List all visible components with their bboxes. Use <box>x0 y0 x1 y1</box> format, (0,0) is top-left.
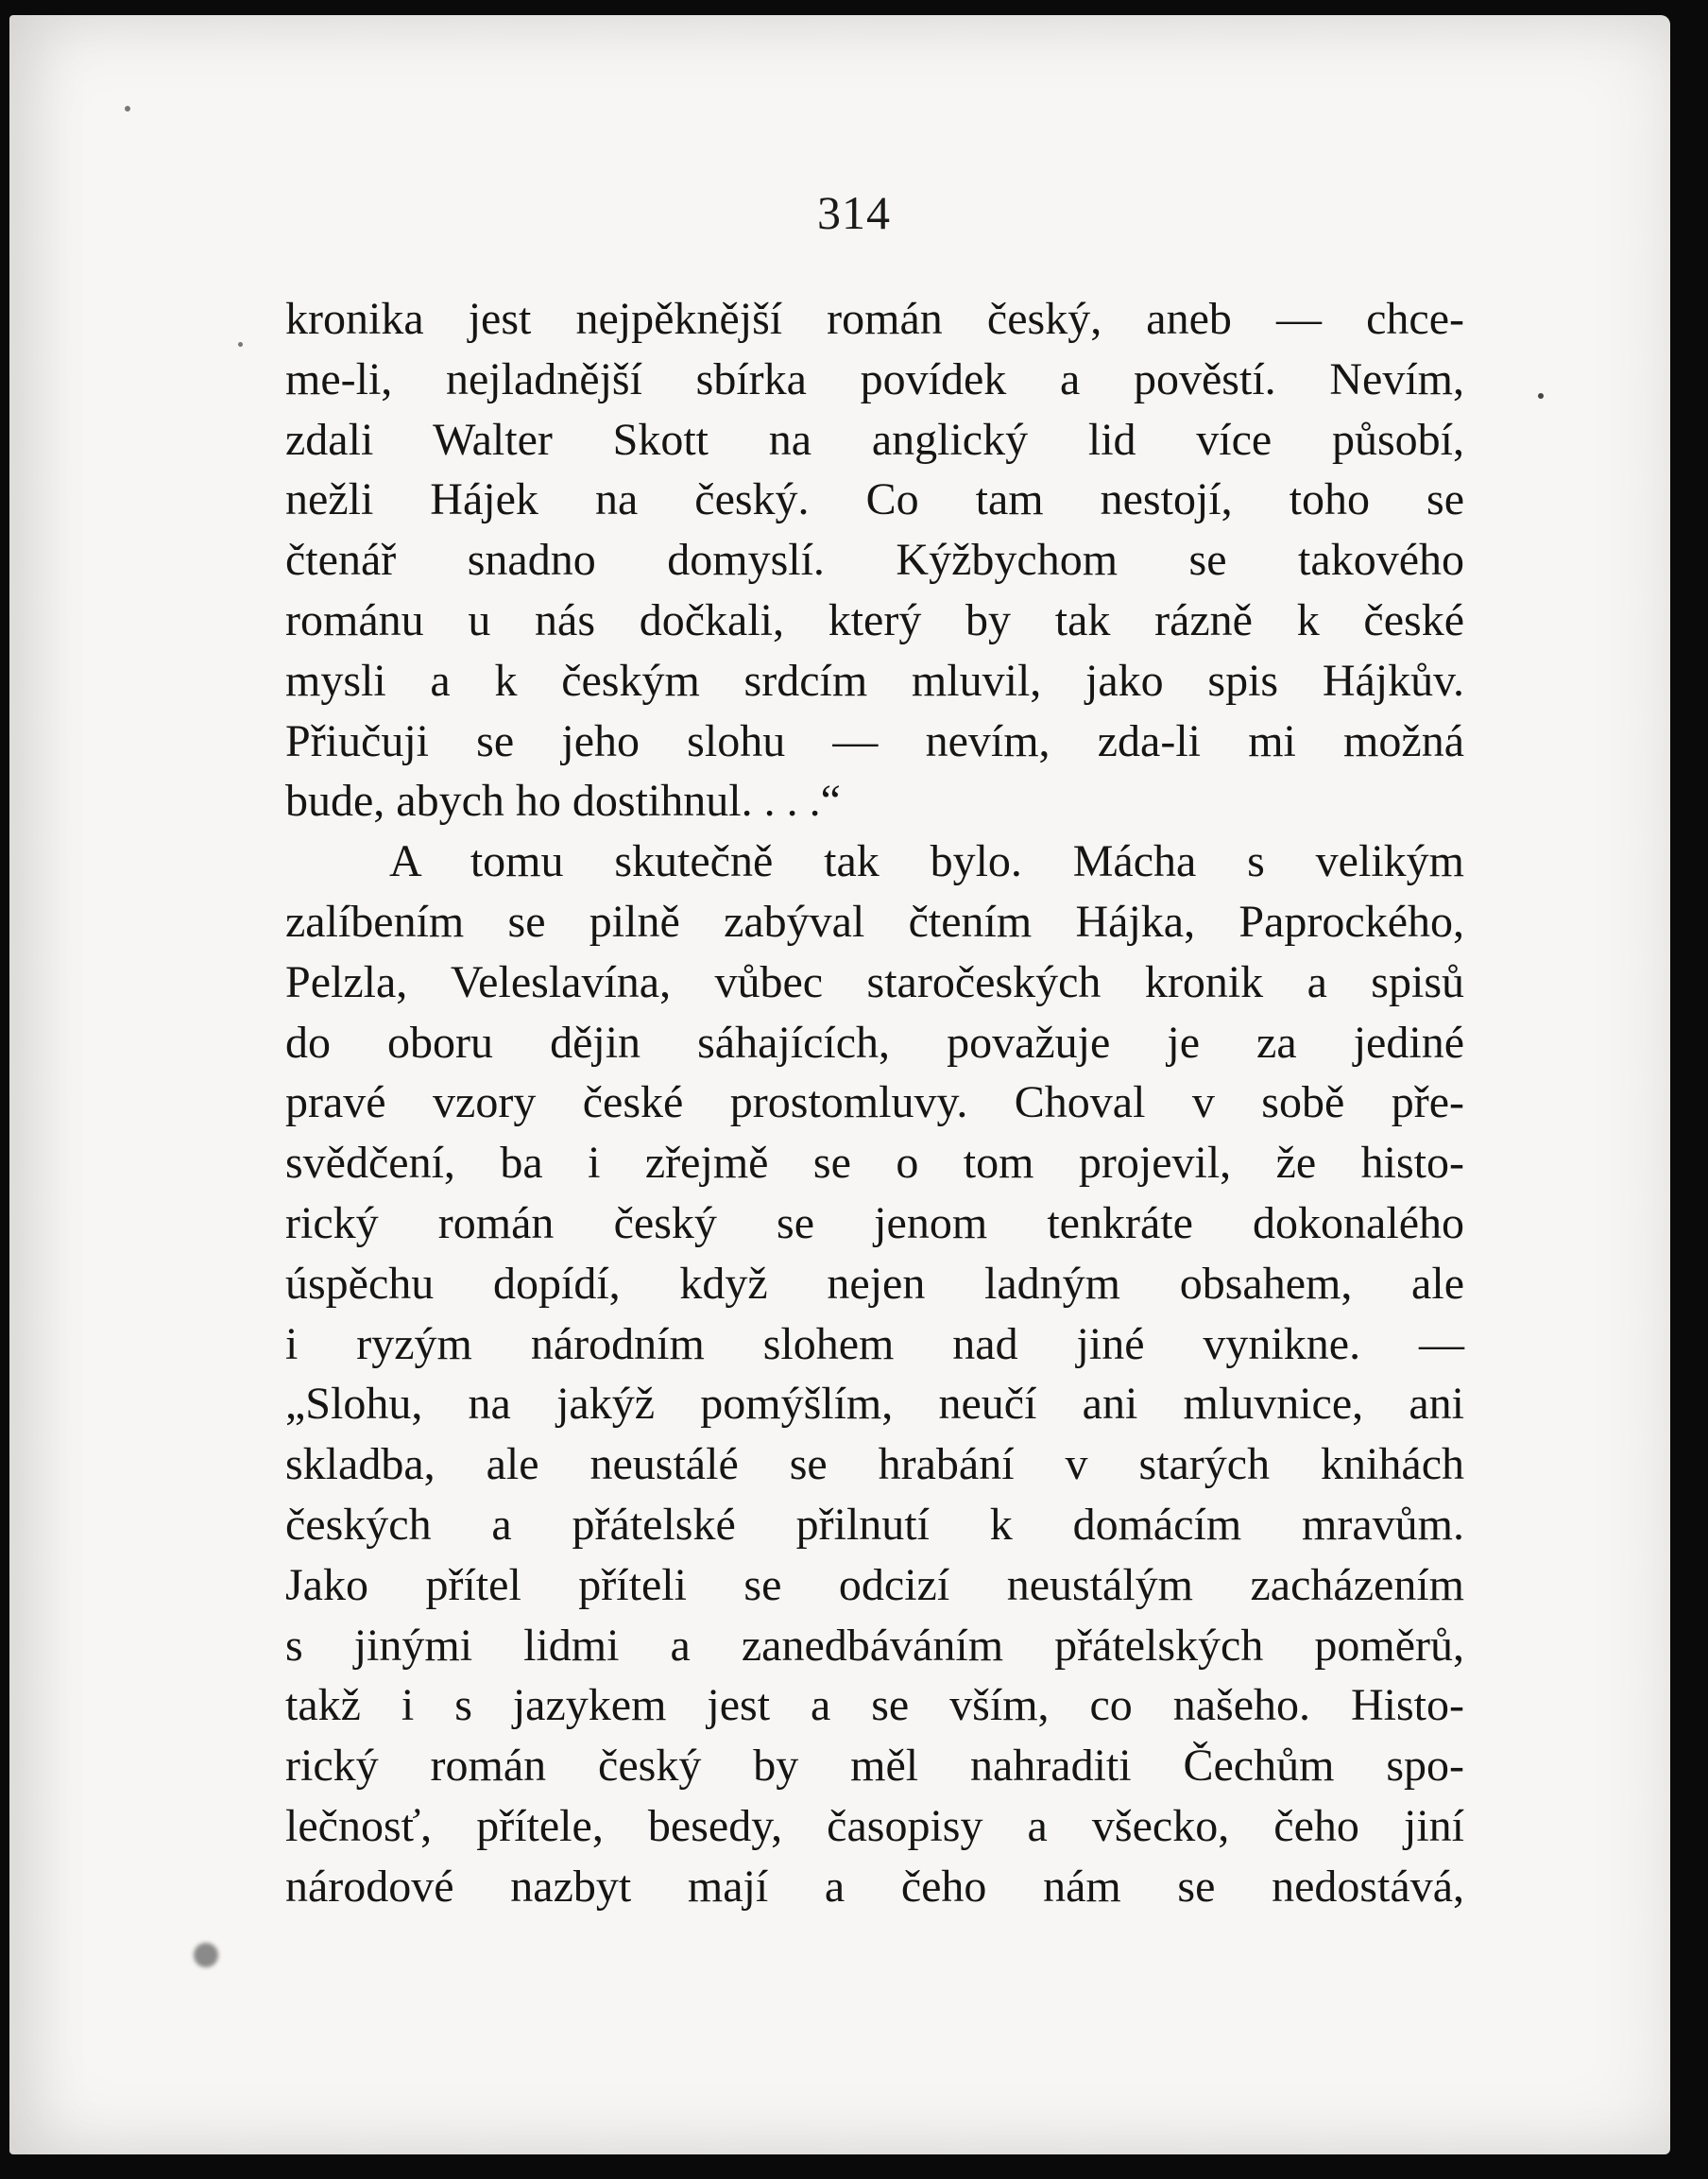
text-line: i ryzým národním slohem nad jiné vynikne. — <box>285 1318 1464 1369</box>
dust-speck <box>1538 393 1544 399</box>
text-line: kronika jest nejpěknější román český, aneb — chce- <box>285 294 1464 344</box>
text-line: čtenář snadno domyslí. Kýžbychom se takového <box>285 535 1464 586</box>
text-line: lečnosť, přítele, besedy, časopisy a všecko, čeho jiní <box>285 1800 1464 1851</box>
text-line: rický román český by měl nahraditi Čechům spo- <box>285 1741 1464 1792</box>
text-line: s jinými lidmi a zanedbáváním přátelských poměrů, <box>285 1620 1464 1671</box>
text-line: Přiučuji se jeho slohu — nevím, zda-li mi možná <box>285 715 1464 766</box>
text-line: Jako přítel příteli se odcizí neustálým zacházením <box>285 1559 1464 1610</box>
text-line: Pelzla, Veleslavína, vůbec staročeských kronik a spisů <box>285 956 1464 1007</box>
text-line: svědčení, ba i zřejmě se o tom projevil, že histo- <box>285 1138 1464 1189</box>
text-line: skladba, ale neustálé se hrabání v starých knihách <box>285 1439 1464 1490</box>
text-line: nežli Hájek na český. Co tam nestojí, toho se <box>285 474 1464 525</box>
text-line: rický román český se jenom tenkráte dokonalého <box>285 1197 1464 1248</box>
text-line: pravé vzory české prostomluvy. Choval v sobě pře- <box>285 1077 1464 1128</box>
text-line: do oboru dějin sáhajících, považuje je za jediné <box>285 1017 1464 1068</box>
text-line: mysli a k českým srdcím mluvil, jako spis Hájkův. <box>285 655 1464 706</box>
text-line: me-li, nejladnější sbírka povídek a pověstí. Nevím, <box>285 353 1464 404</box>
dust-speck <box>238 342 243 347</box>
text-line: románu u nás dočkali, který by tak rázně k české <box>285 594 1464 645</box>
text-line: českých a přátelské přilnutí k domácím mravům. <box>285 1499 1464 1550</box>
text-line: úspěchu dopídí, když nejen ladným obsahem, ale <box>285 1258 1464 1309</box>
paragraph-start-line: A tomu skutečně tak bylo. Mácha s velikým <box>389 836 1464 887</box>
dust-speck <box>194 1943 218 1967</box>
text-line: takž i s jazykem jest a se vším, co našeho. Histo- <box>285 1680 1464 1731</box>
text-line: zalíbením se pilně zabýval čtením Hájka, Paprockého, <box>285 896 1464 947</box>
page-number: 314 <box>817 186 891 239</box>
text-line: národové nazbyt mají a čeho nám se nedostává, <box>285 1861 1464 1912</box>
text-line: zdali Walter Skott na anglický lid více působí, <box>285 414 1464 465</box>
dust-speck <box>125 106 130 112</box>
text-line: „Slohu, na jakýž pomýšlím, neučí ani mluvnice, ani <box>285 1379 1464 1430</box>
text-line: bude, abych ho dostihnul. . . .“ <box>285 776 841 827</box>
body-text <box>285 289 1464 1917</box>
